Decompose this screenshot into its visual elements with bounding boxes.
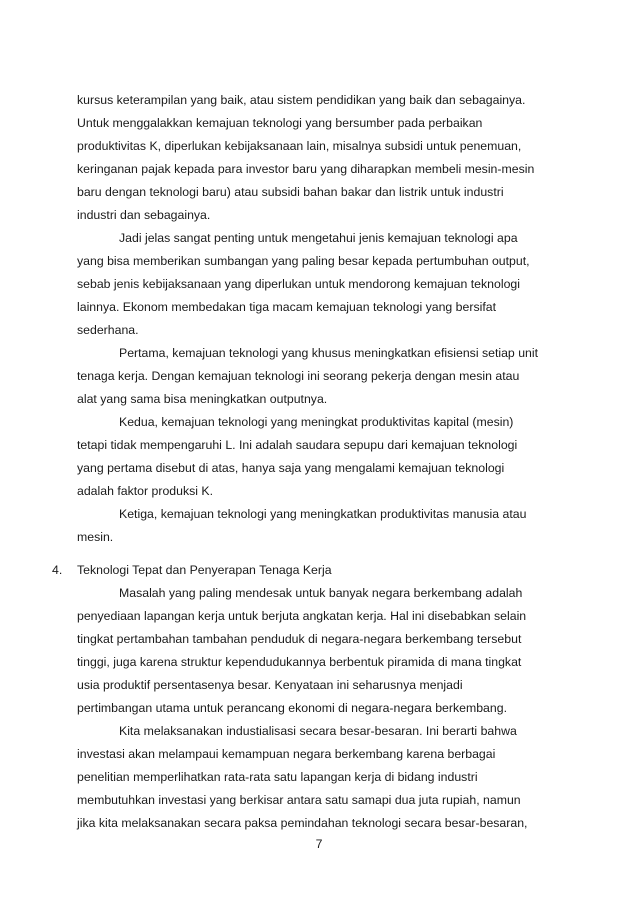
text-line: alat yang sama bisa meningkatkan outputnya.: [77, 392, 328, 406]
text-line: penyediaan lapangan kerja untuk berjuta angkatan kerja. Hal ini disebabkan selain: [77, 609, 527, 623]
section-title: Teknologi Tepat dan Penyerapan Tenaga Kerja: [77, 563, 332, 577]
text-line: yang pertama disebut di atas, hanya saja yang mengalami kemajuan teknologi: [77, 461, 505, 475]
text-line: tingkat pertambahan tambahan penduduk di negara-negara berkembang tersebut: [77, 632, 522, 646]
text-line: sebab jenis kebijaksanaan yang diperlukan untuk mendorong kemajuan teknologi: [77, 277, 520, 291]
text-line: tinggi, juga karena struktur kependudukannya berbentuk piramida di mana tingkat: [77, 655, 522, 669]
text-line: baru dengan teknologi baru) atau subsidi bahan bakar dan listrik untuk industri: [77, 185, 504, 199]
text-line: jika kita melaksanakan secara paksa pemindahan teknologi secara besar-besaran,: [77, 816, 528, 830]
text-line: industri dan sebagainya.: [77, 208, 211, 222]
text-line: penelitian memperlihatkan rata-rata satu lapangan kerja di bidang industri: [77, 770, 478, 784]
text-line: Masalah yang paling mendesak untuk banyak negara berkembang adalah: [119, 586, 523, 600]
text-line: sederhana.: [77, 323, 139, 337]
text-line: Kita melaksanakan industialisasi secara besar-besaran. Ini berarti bahwa: [119, 724, 517, 738]
text-line: tenaga kerja. Dengan kemajuan teknologi ini seorang pekerja dengan mesin atau: [77, 369, 520, 383]
text-line: tetapi tidak mempengaruhi L. Ini adalah saudara sepupu dari kemajuan teknologi: [77, 438, 518, 452]
text-line: investasi akan melampaui kemampuan negara berkembang karena berbagai: [77, 747, 496, 761]
text-line: Jadi jelas sangat penting untuk mengetahui jenis kemajuan teknologi apa: [119, 231, 518, 245]
text-line: keringanan pajak kepada para investor baru yang diharapkan membeli mesin-mesin: [77, 162, 535, 176]
text-line: mesin.: [77, 530, 114, 544]
text-line: usia produktif persentasenya besar. Kenyataan ini seharusnya menjadi: [77, 678, 463, 692]
text-line: yang bisa memberikan sumbangan yang paling besar kepada pertumbuhan output,: [77, 254, 530, 268]
page-number: 7: [315, 837, 323, 851]
text-line: pertimbangan utama untuk perancang ekonomi di negara-negara berkembang.: [77, 701, 507, 715]
text-line: membutuhkan investasi yang berkisar antara satu samapi dua juta rupiah, namun: [77, 793, 521, 807]
section-number: 4.: [52, 563, 63, 577]
text-line: Kedua, kemajuan teknologi yang meningkat produktivitas kapital (mesin): [119, 415, 514, 429]
text-line: Pertama, kemajuan teknologi yang khusus meningkatkan efisiensi setiap unit: [119, 346, 539, 360]
text-line: Ketiga, kemajuan teknologi yang meningkatkan produktivitas manusia atau: [119, 507, 527, 521]
text-line: adalah faktor produksi K.: [77, 484, 214, 498]
text-line: produktivitas K, diperlukan kebijaksanaan lain, misalnya subsidi untuk penemuan,: [77, 139, 522, 153]
text-line: Untuk menggalakkan kemajuan teknologi yang bersumber pada perbaikan: [77, 116, 483, 130]
text-line: lainnya. Ekonom membedakan tiga macam kemajuan teknologi yang bersifat: [77, 300, 497, 314]
text-line: kursus keterampilan yang baik, atau sistem pendidikan yang baik dan sebagainya.: [77, 93, 526, 107]
